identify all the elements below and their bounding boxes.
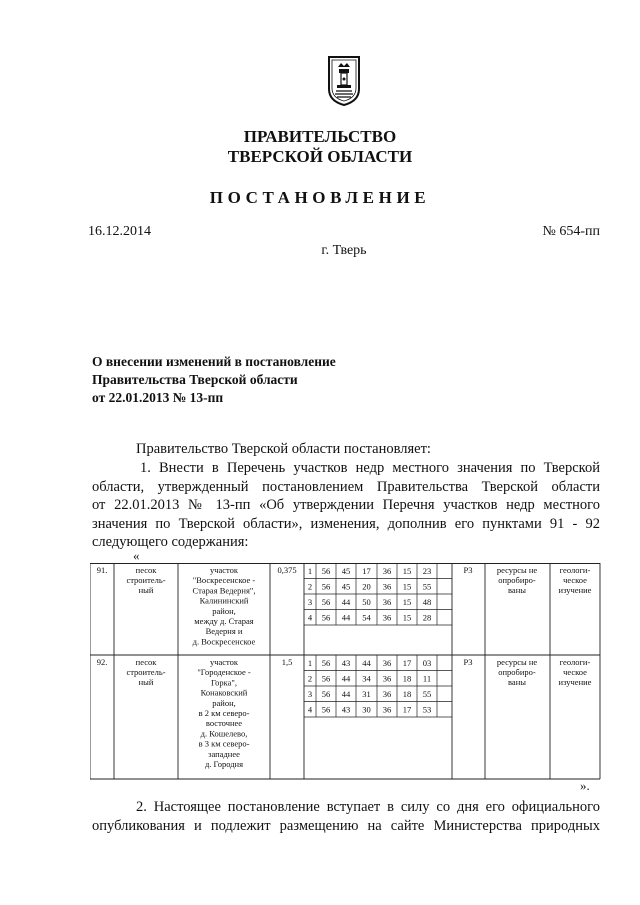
- area-text: 0,375: [277, 565, 297, 575]
- coordinate-cell: 23: [422, 566, 432, 576]
- coordinate-cell: 2: [307, 581, 313, 592]
- location-text: район,: [212, 697, 236, 708]
- mineral-text: строитель-: [126, 575, 166, 585]
- coordinate-cell: 4: [307, 704, 313, 715]
- coordinate-cell: 43: [341, 704, 351, 715]
- purpose-text: изучение: [558, 585, 592, 595]
- coordinate-cell: 55: [422, 689, 432, 699]
- coordinate-cell: 44: [341, 689, 351, 699]
- coordinate-cell: 34: [362, 673, 371, 684]
- coordinate-cell: 15: [402, 581, 412, 592]
- location-text: район,: [212, 605, 236, 616]
- coat-of-arms-icon: [327, 55, 361, 107]
- mineral-text: ный: [138, 585, 154, 595]
- coordinate-cell: 15: [402, 597, 412, 607]
- status-text: ваны: [508, 677, 526, 687]
- coordinate-cell: 1: [307, 566, 313, 576]
- coordinate-cell: 20: [362, 581, 371, 592]
- location-text: д. Кошелево,: [200, 728, 248, 739]
- paragraph-line: следующего содержания:: [92, 534, 249, 550]
- location-text: Калининский: [199, 595, 249, 606]
- document-date: 16.12.2014: [88, 224, 151, 239]
- location-text: участок: [209, 565, 239, 575]
- document-number: № 654-пп: [542, 224, 600, 239]
- mineral-text: песок: [135, 657, 157, 667]
- mineral-text: ный: [138, 677, 154, 687]
- coordinate-cell: 11: [422, 673, 432, 684]
- location-text: д. Воскресенское: [192, 636, 256, 647]
- subject-line: О внесении изменений в постановление: [92, 354, 336, 369]
- row-number: 92.: [96, 657, 108, 667]
- location-text: между д. Старая: [194, 616, 254, 626]
- purpose-text: геологи-: [559, 657, 591, 667]
- paragraph-1: [92, 459, 600, 552]
- status-text: опробиро-: [498, 575, 536, 585]
- location-text: участок: [209, 657, 239, 667]
- coordinate-cell: 44: [341, 597, 351, 607]
- coordinate-cell: 4: [307, 612, 313, 623]
- paragraph-line: значения по Тверской области», изменения, дополнив его пунктами 91 - 92: [92, 515, 600, 532]
- coordinate-cell: 56: [321, 673, 331, 684]
- paragraph-2: [92, 798, 600, 835]
- government-title-line1: ПРАВИТЕЛЬСТВО: [243, 127, 397, 146]
- coordinate-cell: 36: [382, 689, 392, 699]
- coordinate-cell: 56: [321, 612, 331, 623]
- coordinate-cell: 56: [321, 704, 331, 715]
- coordinate-cell: 56: [321, 689, 331, 699]
- category-text: P3: [463, 565, 473, 575]
- paragraph-line: опубликования и подлежит размещению на сайте Министерства природных: [92, 817, 600, 834]
- mineral-text: песок: [135, 565, 157, 575]
- coordinate-cell: 53: [422, 704, 432, 715]
- quote-open: «: [133, 548, 140, 563]
- paragraph-line: 2. Настоящее постановление вступает в силу со дня его официального: [136, 799, 600, 815]
- coordinate-cell: 17: [362, 566, 371, 576]
- purpose-text: геологи-: [559, 565, 591, 575]
- coordinate-cell: 3: [307, 689, 313, 699]
- paragraph-line: области, утвержденный постановлением Правительства Тверской области: [92, 478, 600, 495]
- row-number: 91.: [96, 565, 108, 575]
- coordinate-cell: 36: [382, 581, 392, 592]
- coordinate-cell: 03: [422, 658, 432, 668]
- paragraph-line: от 22.01.2013 № 13-пп «Об утверждении Перечня участков недр местного: [92, 497, 600, 513]
- coordinate-cell: 45: [341, 581, 351, 592]
- coordinate-cell: 56: [321, 566, 331, 576]
- subject-line: от 22.01.2013 № 13-пп: [92, 390, 224, 405]
- coordinate-cell: 17: [402, 658, 412, 668]
- coordinate-cell: 15: [402, 612, 412, 623]
- coordinate-cell: 50: [362, 597, 371, 607]
- status-text: ваны: [508, 585, 526, 595]
- coordinate-cell: 3: [307, 597, 313, 607]
- location-text: д. Городня: [204, 759, 244, 769]
- status-text: ресурсы не: [496, 657, 538, 667]
- coordinate-cell: 48: [422, 597, 432, 607]
- purpose-text: ческое: [563, 667, 587, 677]
- area-text: 1,5: [281, 657, 293, 667]
- coordinate-cell: 36: [382, 566, 392, 576]
- coordinate-cell: 18: [402, 689, 412, 699]
- location-text: в 2 км северо-: [198, 708, 250, 718]
- location-text: восточнее: [205, 718, 243, 729]
- coordinate-cell: 36: [382, 658, 392, 668]
- status-text: ресурсы не: [496, 565, 538, 575]
- coordinate-cell: 31: [362, 689, 371, 699]
- mineral-text: строитель-: [126, 667, 166, 677]
- location-text: "Городенское -: [197, 667, 251, 678]
- coordinate-cell: 43: [341, 658, 351, 668]
- coordinate-cell: 36: [382, 704, 392, 715]
- coordinate-cell: 54: [362, 612, 371, 623]
- coordinate-cell: 17: [402, 704, 412, 715]
- coordinate-cell: 56: [321, 581, 331, 592]
- government-title-line2: ТВЕРСКОЙ ОБЛАСТИ: [227, 147, 413, 166]
- coordinate-cell: 44: [341, 673, 351, 684]
- location-text: Конаковский: [200, 687, 248, 698]
- coordinate-cell: 45: [341, 566, 351, 576]
- location-text: Горка",: [210, 677, 238, 688]
- coordinate-cell: 15: [402, 566, 412, 576]
- quote-close: ».: [580, 778, 590, 793]
- location-text: "Воскресенское -: [192, 575, 256, 586]
- coordinate-cell: 2: [307, 673, 313, 684]
- subject-line: Правительства Тверской области: [92, 372, 298, 387]
- location-text: Старая Ведерня",: [192, 585, 256, 596]
- location-text: западнее: [208, 748, 240, 759]
- coordinate-cell: 44: [341, 612, 351, 623]
- coordinate-cell: 55: [422, 581, 432, 592]
- coordinate-cell: 56: [321, 658, 331, 668]
- purpose-text: изучение: [558, 677, 592, 687]
- document-type: ПОСТАНОВЛЕНИЕ: [209, 188, 431, 207]
- purpose-text: ческое: [563, 575, 587, 585]
- coordinate-cell: 18: [402, 673, 412, 684]
- coordinate-cell: 36: [382, 612, 392, 623]
- coordinate-cell: 30: [362, 704, 371, 715]
- coordinate-cell: 36: [382, 597, 392, 607]
- document-city: г. Тверь: [321, 243, 367, 258]
- location-text: в 3 км северо-: [198, 738, 250, 749]
- category-text: P3: [463, 657, 473, 667]
- coordinate-cell: 44: [362, 658, 371, 668]
- paragraph-line: 1. Внести в Перечень участков недр местного значения по Тверской: [140, 460, 600, 476]
- location-text: Ведерня и: [205, 626, 243, 637]
- intro-text: Правительство Тверской области постановляет:: [136, 441, 431, 457]
- coordinate-cell: 36: [382, 673, 392, 684]
- deposits-table: [90, 563, 602, 781]
- coordinate-cell: 56: [321, 597, 331, 607]
- coordinate-cell: 1: [307, 658, 313, 668]
- coordinate-cell: 28: [422, 612, 432, 623]
- status-text: опробиро-: [498, 667, 536, 677]
